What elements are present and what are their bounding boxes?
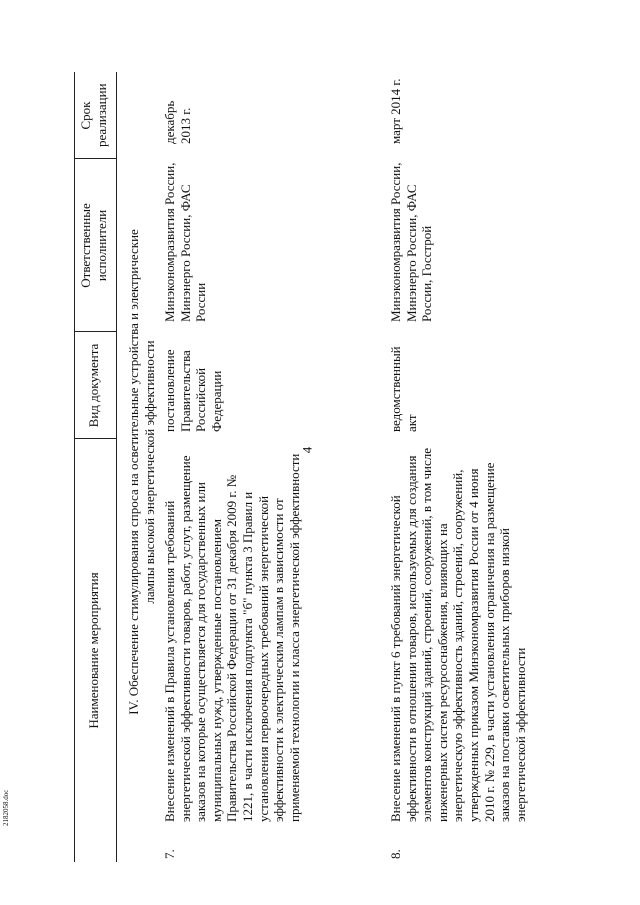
row-7-responsible: Минэкономразвития России, Минэнерго России, ФАС России — [162, 162, 209, 322]
section-title: IV. Обеспечение стимулирования спроса на осветительные устройства и электрические лампы высокой энергетической эффективности — [126, 229, 157, 715]
row-8-deadline: март 2014 г. — [388, 78, 403, 144]
row-7-doc-type: постановление Правительства Российской Федерации — [162, 349, 224, 432]
row-8-name: Внесение изменений в пункт 6 требований энергетической эффективности в отношении товаров, используемых для создания элементов конструкций зданий, строений, сооружений, в том числе инженерных систем ресурсоснабжения, влияющих на энергетическую эффективность зданий, строений, сооружений, утвержденных приказом Минэкономразвития России от 4 июня 2010 г. № 229, в части установления ограничения на размещение заказов на поставки осветительных приборов низкой энергетической эффективности — [388, 447, 528, 822]
row-8-responsible: Минэкономразвития России, Минэнерго России, ФАС России, Госстрой — [388, 162, 435, 322]
footer-file-code: 2182058.doc — [2, 789, 10, 826]
rotated-table — [64, 72, 604, 862]
row-7-name: Внесение изменений в Правила установления требований энергетической эффективности товаров, работ, услут, размещение заказов на которые осуществляется для государственных или муниципальных нужд, утвержденные постановлением Правительства Российской Федерации от 31 декабря 2009 г. № 1221, в части исключения подпункта "б" пункта 3 Правил и установления первоочередных требований энергетической эффективности к электрическим лампам в зависимости от применяемой технологии и класса энергетической эффективности — [162, 453, 302, 822]
row-7-number: 7. — [162, 849, 177, 859]
header-responsible: Ответственные исполнители — [78, 203, 109, 288]
header-doc-type: Вид документа — [86, 343, 101, 428]
table-top-rule — [74, 72, 75, 862]
row-8-doc-type: ведомственный акт — [388, 346, 419, 432]
page-number: 4 — [299, 446, 315, 454]
row-8-number: 8. — [388, 849, 403, 859]
header-deadline: Срок реализации — [78, 83, 109, 147]
row-7-deadline: декабрь 2013 г. — [162, 100, 193, 144]
header-name: Наименование мероприятия — [86, 572, 101, 729]
header-bottom-rule — [116, 72, 117, 862]
